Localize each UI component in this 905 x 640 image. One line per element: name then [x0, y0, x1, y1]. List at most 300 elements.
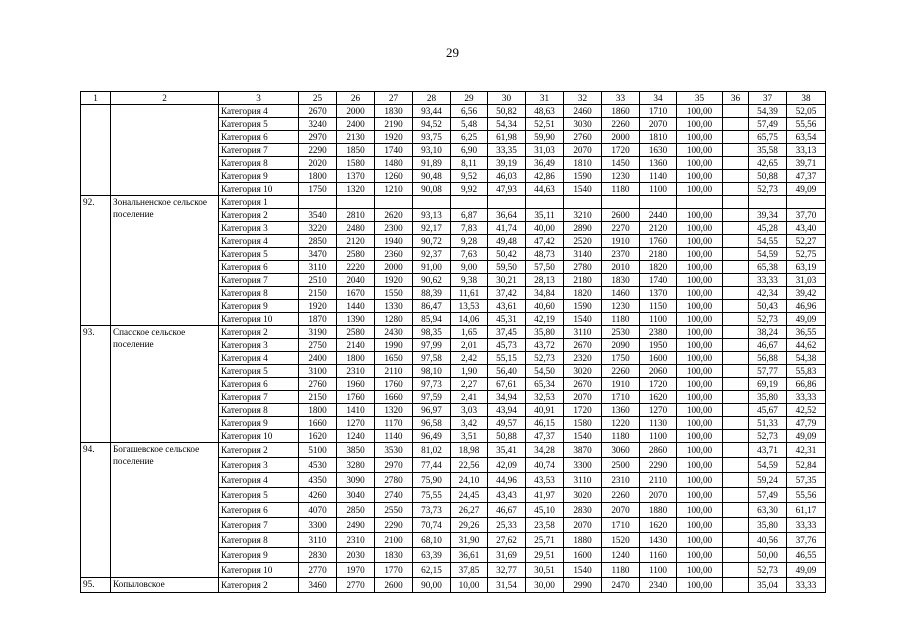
value-cell: 23,58: [526, 518, 564, 533]
value-cell: 49,48: [488, 235, 526, 248]
value-cell: [723, 248, 749, 261]
value-cell: 2260: [602, 118, 640, 131]
value-cell: 1810: [564, 157, 602, 170]
value-cell: 2150: [299, 287, 337, 300]
value-cell: 1830: [602, 274, 640, 287]
value-cell: 52,73: [749, 313, 787, 326]
value-cell: 100,00: [677, 287, 723, 300]
value-cell: 33,13: [787, 144, 826, 157]
value-cell: 65,75: [749, 131, 787, 144]
header-cell: 25: [299, 92, 337, 105]
value-cell: 2190: [375, 118, 413, 131]
category-cell: Категория 9: [219, 417, 299, 430]
value-cell: 1160: [640, 548, 677, 563]
value-cell: 43,40: [787, 222, 826, 235]
value-cell: 1710: [602, 391, 640, 404]
value-cell: 13,53: [451, 300, 488, 313]
value-cell: 2110: [375, 365, 413, 378]
value-cell: 1630: [640, 144, 677, 157]
value-cell: 1720: [602, 144, 640, 157]
value-cell: 35,58: [749, 144, 787, 157]
value-cell: 2110: [640, 473, 677, 488]
value-cell: [723, 313, 749, 326]
value-cell: 46,96: [787, 300, 826, 313]
value-cell: 1540: [564, 430, 602, 443]
category-cell: Категория 5: [219, 248, 299, 261]
value-cell: 1550: [375, 287, 413, 300]
value-cell: [723, 578, 749, 593]
value-cell: 6,25: [451, 131, 488, 144]
value-cell: 1750: [602, 352, 640, 365]
value-cell: 55,83: [787, 365, 826, 378]
value-cell: 1170: [375, 417, 413, 430]
value-cell: 1320: [337, 183, 375, 196]
value-cell: 100,00: [677, 378, 723, 391]
value-cell: 35,41: [488, 443, 526, 458]
value-cell: 2510: [299, 274, 337, 287]
category-cell: Категория 9: [219, 300, 299, 313]
value-cell: 61,98: [488, 131, 526, 144]
value-cell: 73,73: [413, 503, 451, 518]
value-cell: 31,03: [526, 144, 564, 157]
value-cell: 3140: [564, 248, 602, 261]
value-cell: 100,00: [677, 518, 723, 533]
value-cell: [723, 404, 749, 417]
value-cell: 39,19: [488, 157, 526, 170]
value-cell: 1580: [564, 417, 602, 430]
value-cell: 1760: [640, 235, 677, 248]
value-cell: [677, 196, 723, 209]
value-cell: 1260: [375, 170, 413, 183]
value-cell: 43,71: [749, 443, 787, 458]
value-cell: 3240: [299, 118, 337, 131]
row-number: 93.: [81, 326, 111, 443]
value-cell: [413, 196, 451, 209]
value-cell: 6,87: [451, 209, 488, 222]
header-cell: 32: [564, 92, 602, 105]
value-cell: 100,00: [677, 261, 723, 274]
value-cell: 2830: [299, 548, 337, 563]
value-cell: 47,79: [787, 417, 826, 430]
category-cell: Категория 7: [219, 274, 299, 287]
value-cell: 2310: [602, 473, 640, 488]
value-cell: 24,10: [451, 473, 488, 488]
value-cell: 42,31: [787, 443, 826, 458]
value-cell: 2,42: [451, 352, 488, 365]
value-cell: 27,62: [488, 533, 526, 548]
value-cell: 30,21: [488, 274, 526, 287]
value-cell: 8,11: [451, 157, 488, 170]
value-cell: 37,42: [488, 287, 526, 300]
value-cell: 50,88: [749, 170, 787, 183]
value-cell: 3850: [337, 443, 375, 458]
value-cell: 2290: [299, 144, 337, 157]
header-cell: 38: [787, 92, 826, 105]
category-cell: Категория 5: [219, 488, 299, 503]
value-cell: 90,62: [413, 274, 451, 287]
value-cell: [564, 196, 602, 209]
value-cell: 40,00: [526, 222, 564, 235]
value-cell: 40,60: [526, 300, 564, 313]
value-cell: 3530: [375, 443, 413, 458]
value-cell: 3190: [299, 326, 337, 339]
value-cell: [723, 326, 749, 339]
value-cell: 35,80: [749, 518, 787, 533]
value-cell: 93,75: [413, 131, 451, 144]
value-cell: 2070: [602, 503, 640, 518]
value-cell: [723, 533, 749, 548]
value-cell: 1660: [375, 391, 413, 404]
value-cell: [723, 170, 749, 183]
value-cell: 59,24: [749, 473, 787, 488]
value-cell: 2970: [299, 131, 337, 144]
header-cell: 28: [413, 92, 451, 105]
value-cell: 1540: [564, 313, 602, 326]
value-cell: 1850: [337, 144, 375, 157]
value-cell: 42,34: [749, 287, 787, 300]
value-cell: 3100: [299, 365, 337, 378]
value-cell: 55,15: [488, 352, 526, 365]
value-cell: 52,73: [526, 352, 564, 365]
category-cell: Категория 1: [219, 196, 299, 209]
value-cell: 48,63: [526, 105, 564, 118]
value-cell: 43,94: [488, 404, 526, 417]
value-cell: 9,52: [451, 170, 488, 183]
value-cell: 1370: [337, 170, 375, 183]
value-cell: 42,86: [526, 170, 564, 183]
value-cell: 1820: [564, 287, 602, 300]
value-cell: 2070: [640, 118, 677, 131]
value-cell: 2860: [640, 443, 677, 458]
value-cell: 5100: [299, 443, 337, 458]
category-cell: Категория 8: [219, 533, 299, 548]
value-cell: 37,70: [787, 209, 826, 222]
value-cell: 30,00: [526, 578, 564, 593]
category-cell: Категория 7: [219, 144, 299, 157]
value-cell: 2460: [564, 105, 602, 118]
value-cell: 1270: [337, 417, 375, 430]
value-cell: 2890: [564, 222, 602, 235]
value-cell: 100,00: [677, 131, 723, 144]
value-cell: 2260: [602, 365, 640, 378]
value-cell: 65,38: [749, 261, 787, 274]
value-cell: 1910: [602, 378, 640, 391]
value-cell: 90,00: [413, 578, 451, 593]
value-cell: 93,10: [413, 144, 451, 157]
category-cell: Категория 3: [219, 339, 299, 352]
value-cell: 39,71: [787, 157, 826, 170]
value-cell: 3020: [564, 365, 602, 378]
value-cell: 54,59: [749, 458, 787, 473]
header-cell: 35: [677, 92, 723, 105]
value-cell: 2520: [564, 235, 602, 248]
value-cell: 100,00: [677, 430, 723, 443]
value-cell: 2370: [602, 248, 640, 261]
value-cell: 25,71: [526, 533, 564, 548]
category-cell: Категория 3: [219, 222, 299, 235]
category-cell: Категория 10: [219, 183, 299, 196]
value-cell: 45,73: [488, 339, 526, 352]
settlement-name: [111, 105, 219, 196]
value-cell: 3460: [299, 578, 337, 593]
category-cell: Категория 3: [219, 458, 299, 473]
settlement-name: Зональненское сельское поселение: [111, 196, 219, 326]
value-cell: 1720: [564, 404, 602, 417]
value-cell: 4070: [299, 503, 337, 518]
value-cell: 2320: [564, 352, 602, 365]
value-cell: 43,72: [526, 339, 564, 352]
value-cell: 54,39: [749, 105, 787, 118]
header-row: [81, 92, 826, 105]
value-cell: 49,09: [787, 183, 826, 196]
value-cell: 3220: [299, 222, 337, 235]
value-cell: 59,90: [526, 131, 564, 144]
value-cell: 2270: [602, 222, 640, 235]
value-cell: 2380: [640, 326, 677, 339]
value-cell: 2000: [375, 261, 413, 274]
value-cell: 45,67: [749, 404, 787, 417]
value-cell: 1750: [299, 183, 337, 196]
category-cell: Категория 6: [219, 503, 299, 518]
value-cell: 2030: [337, 548, 375, 563]
value-cell: 1440: [337, 300, 375, 313]
value-cell: 1,90: [451, 365, 488, 378]
value-cell: 3060: [602, 443, 640, 458]
value-cell: 2740: [375, 488, 413, 503]
value-cell: 3,51: [451, 430, 488, 443]
value-cell: 37,45: [488, 326, 526, 339]
value-cell: 1810: [640, 131, 677, 144]
value-cell: 3110: [299, 261, 337, 274]
category-cell: Категория 2: [219, 578, 299, 593]
value-cell: 2290: [375, 518, 413, 533]
value-cell: [723, 458, 749, 473]
value-cell: 28,13: [526, 274, 564, 287]
value-cell: 2260: [602, 488, 640, 503]
value-cell: 50,43: [749, 300, 787, 313]
value-cell: [723, 287, 749, 300]
value-cell: [723, 443, 749, 458]
value-cell: 3540: [299, 209, 337, 222]
value-cell: 1590: [564, 170, 602, 183]
value-cell: 1830: [375, 548, 413, 563]
value-cell: 3020: [564, 488, 602, 503]
value-cell: 1,65: [451, 326, 488, 339]
value-cell: 39,34: [749, 209, 787, 222]
value-cell: 45,10: [526, 503, 564, 518]
table-row: [81, 443, 826, 458]
value-cell: 3280: [337, 458, 375, 473]
value-cell: [723, 235, 749, 248]
value-cell: 2600: [602, 209, 640, 222]
value-cell: [723, 105, 749, 118]
header-cell: 29: [451, 92, 488, 105]
value-cell: 92,37: [413, 248, 451, 261]
value-cell: 67,61: [488, 378, 526, 391]
value-cell: 2070: [564, 518, 602, 533]
value-cell: 52,84: [787, 458, 826, 473]
value-cell: 54,38: [787, 352, 826, 365]
value-cell: 96,97: [413, 404, 451, 417]
value-cell: 100,00: [677, 118, 723, 131]
value-cell: 1180: [602, 430, 640, 443]
value-cell: 18,98: [451, 443, 488, 458]
value-cell: [723, 391, 749, 404]
value-cell: 96,49: [413, 430, 451, 443]
value-cell: 100,00: [677, 443, 723, 458]
header-cell: 30: [488, 92, 526, 105]
value-cell: 100,00: [677, 339, 723, 352]
value-cell: 2070: [564, 144, 602, 157]
value-cell: 40,91: [526, 404, 564, 417]
value-cell: 2120: [337, 235, 375, 248]
value-cell: 94,52: [413, 118, 451, 131]
value-cell: 36,64: [488, 209, 526, 222]
value-cell: 1540: [564, 183, 602, 196]
value-cell: 100,00: [677, 170, 723, 183]
value-cell: 43,53: [526, 473, 564, 488]
value-cell: 46,67: [488, 503, 526, 518]
value-cell: [723, 473, 749, 488]
value-cell: 2310: [337, 533, 375, 548]
value-cell: 63,54: [787, 131, 826, 144]
value-cell: 43,61: [488, 300, 526, 313]
value-cell: 2290: [640, 458, 677, 473]
table-row: [81, 578, 826, 593]
value-cell: [723, 209, 749, 222]
value-cell: 2000: [602, 131, 640, 144]
value-cell: 39,42: [787, 287, 826, 300]
value-cell: 42,65: [749, 157, 787, 170]
header-cell: 34: [640, 92, 677, 105]
value-cell: [723, 131, 749, 144]
category-cell: Категория 6: [219, 378, 299, 391]
value-cell: 42,19: [526, 313, 564, 326]
value-cell: 98,10: [413, 365, 451, 378]
value-cell: 11,61: [451, 287, 488, 300]
value-cell: [375, 196, 413, 209]
value-cell: 100,00: [677, 391, 723, 404]
value-cell: 100,00: [677, 488, 723, 503]
value-cell: 63,39: [413, 548, 451, 563]
value-cell: [723, 352, 749, 365]
value-cell: 88,39: [413, 287, 451, 300]
value-cell: 86,47: [413, 300, 451, 313]
value-cell: 100,00: [677, 274, 723, 287]
value-cell: [723, 417, 749, 430]
value-cell: 54,34: [488, 118, 526, 131]
value-cell: 2600: [375, 578, 413, 593]
value-cell: [488, 196, 526, 209]
value-cell: 54,50: [526, 365, 564, 378]
value-cell: 9,38: [451, 274, 488, 287]
value-cell: 1740: [640, 274, 677, 287]
value-cell: 100,00: [677, 209, 723, 222]
value-cell: 1180: [602, 313, 640, 326]
value-cell: 25,33: [488, 518, 526, 533]
value-cell: 1800: [299, 170, 337, 183]
value-cell: 2040: [337, 274, 375, 287]
category-cell: Категория 10: [219, 313, 299, 326]
value-cell: 1540: [564, 563, 602, 578]
value-cell: 6,90: [451, 144, 488, 157]
value-cell: 2580: [337, 326, 375, 339]
value-cell: [723, 118, 749, 131]
value-cell: 1820: [640, 261, 677, 274]
value-cell: [723, 339, 749, 352]
value-cell: [723, 300, 749, 313]
settlement-name: Спасское сельское поселение: [111, 326, 219, 443]
value-cell: 34,28: [526, 443, 564, 458]
value-cell: 100,00: [677, 548, 723, 563]
value-cell: 97,73: [413, 378, 451, 391]
value-cell: 38,24: [749, 326, 787, 339]
category-cell: Категория 10: [219, 563, 299, 578]
header-cell: 2: [111, 92, 219, 105]
value-cell: 52,75: [787, 248, 826, 261]
value-cell: 1910: [602, 235, 640, 248]
table-row: [81, 326, 826, 339]
value-cell: 1800: [337, 352, 375, 365]
value-cell: 66,86: [787, 378, 826, 391]
value-cell: 1880: [564, 533, 602, 548]
value-cell: 2990: [564, 578, 602, 593]
value-cell: [723, 222, 749, 235]
value-cell: 1100: [640, 563, 677, 578]
value-cell: 52,27: [787, 235, 826, 248]
value-cell: 63,30: [749, 503, 787, 518]
value-cell: 57,50: [526, 261, 564, 274]
value-cell: 1270: [640, 404, 677, 417]
value-cell: 57,49: [749, 488, 787, 503]
value-cell: 93,13: [413, 209, 451, 222]
value-cell: 52,73: [749, 430, 787, 443]
value-cell: 100,00: [677, 105, 723, 118]
value-cell: 54,59: [749, 248, 787, 261]
value-cell: 81,02: [413, 443, 451, 458]
value-cell: 70,74: [413, 518, 451, 533]
value-cell: 37,85: [451, 563, 488, 578]
value-cell: 96,58: [413, 417, 451, 430]
value-cell: 54,55: [749, 235, 787, 248]
value-cell: 30,51: [526, 563, 564, 578]
value-cell: 35,11: [526, 209, 564, 222]
value-cell: 49,09: [787, 563, 826, 578]
value-cell: 44,62: [787, 339, 826, 352]
category-cell: Категория 7: [219, 518, 299, 533]
value-cell: 46,67: [749, 339, 787, 352]
value-cell: 2580: [337, 248, 375, 261]
value-cell: 43,43: [488, 488, 526, 503]
value-cell: 2670: [564, 339, 602, 352]
category-cell: Категория 2: [219, 209, 299, 222]
value-cell: 7,83: [451, 222, 488, 235]
value-cell: [723, 183, 749, 196]
value-cell: 2400: [299, 352, 337, 365]
value-cell: 2220: [337, 261, 375, 274]
value-cell: 3470: [299, 248, 337, 261]
value-cell: 2830: [564, 503, 602, 518]
value-cell: [723, 365, 749, 378]
value-cell: 2770: [299, 563, 337, 578]
value-cell: 1920: [375, 131, 413, 144]
value-cell: 63,19: [787, 261, 826, 274]
value-cell: [602, 196, 640, 209]
row-number: 92.: [81, 196, 111, 326]
value-cell: 2070: [564, 391, 602, 404]
value-cell: [526, 196, 564, 209]
value-cell: 33,33: [749, 274, 787, 287]
